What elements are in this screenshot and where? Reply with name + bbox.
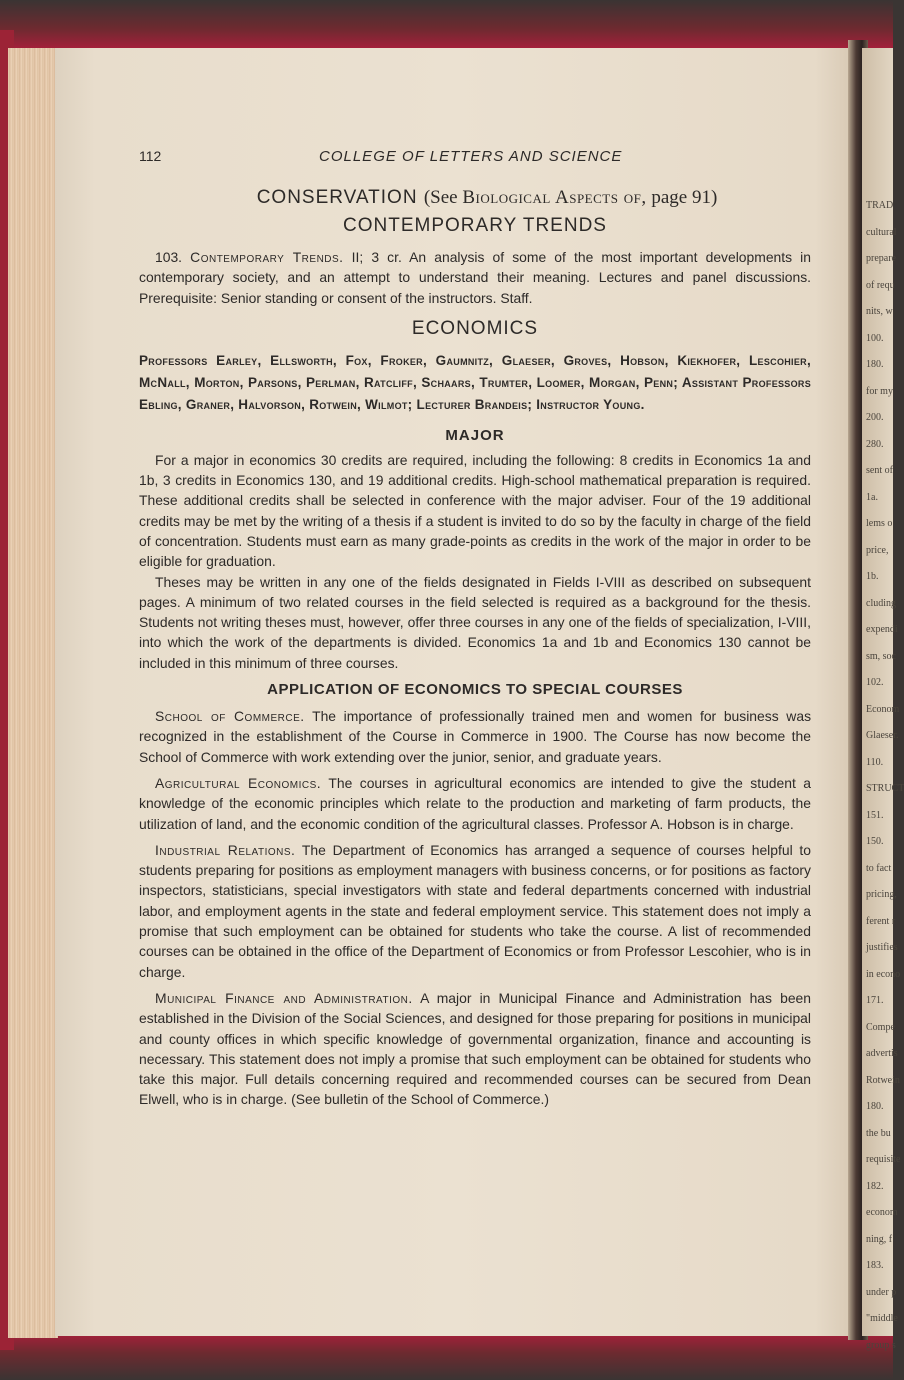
facing-page-edge — [862, 48, 904, 1351]
facing-page-fragment: Rotwein — [866, 1074, 900, 1086]
facing-page-fragment: in econo — [866, 968, 901, 980]
agricultural-title: Agricultural Economics. — [155, 774, 322, 791]
facing-page-fragment: the bu — [866, 1127, 891, 1139]
cross-ref-page: page 91) — [651, 187, 718, 208]
facing-page-fragment: cluding — [866, 597, 896, 609]
industrial-body: The Department of Economics has arranged a sequence of courses helpful to students preparing for positions as employment managers with business concerns, or for positions as factory inspectors, statisticians, special investigators with state and federal departments concerned with industrial labor, and employment agents in the state and federal employment service. This statement does not imply a promise that such employment can be obtained for students who take the course. A list of recommended courses can be obtained in the office of the Department of Economics or from Professor Lescohier, who is in charge. — [139, 841, 812, 980]
commerce-body: The importance of professionally trained men and women for business was recognized in the establishment of the Course in Commerce in 1900. The Course has now become the School of Commerce with work extending over the junior, senior, and graduate years. — [139, 708, 812, 765]
facing-page-fragment: 110. — [866, 756, 884, 768]
facing-page-fragment: STRUCT — [866, 783, 904, 794]
facing-page-fragment: 151. — [866, 809, 884, 821]
facing-page-fragment: 180. — [866, 1101, 884, 1112]
application-heading: APPLICATION OF ECONOMICS TO SPECIAL COURSES — [267, 681, 683, 699]
conservation-title: CONSERVATION — [256, 187, 418, 208]
major-paragraph-2: Theses may be written in any one of the fields designated in Fields I-VIII as described on subsequent pages. A minimum of two related courses in the field selected is required as a background for the thesis. Students not writing theses must, however, offer three courses in any one of the fields of specialization, I-VIII, into which the work of the departments is divided. Economics 1a and 1b and Economics 130 cannot be included in this minimum of three courses. — [139, 573, 811, 671]
facing-page-fragment: "middle — [866, 1313, 898, 1324]
municipal-paragraph — [139, 988, 811, 1110]
industrial-paragraph — [139, 840, 811, 982]
course-number: 103. — [155, 249, 183, 265]
facing-page-fragment: 180. — [866, 359, 884, 370]
facing-page-fragment: 150. — [866, 836, 884, 847]
facing-page-fragment: justifies — [866, 942, 898, 953]
facing-page-fragment: of requ — [866, 279, 895, 291]
municipal-body: A major in Municipal Finance and Administration has been established in the Division of the Social Sciences, and designed for those preparing for positions in municipal and county offices in which specific knowledge of governmental organization, finance and accounting is necessary. This statement does not imply a promise that such employment can be obtained for students who take this major. Full details concerning required and recommended courses can be secured from Dean Elwell, who is in charge. (See bulletin of the School of Commerce.) — [139, 989, 812, 1108]
major-heading: MAJOR — [445, 426, 505, 444]
facing-page-fragment: 200. — [866, 412, 884, 423]
contemporary-heading: CONTEMPORARY TRENDS — [343, 215, 607, 236]
commerce-title: School of Commerce. — [155, 708, 305, 725]
facing-page-fragment: sm, soc — [866, 650, 896, 662]
facing-page-fragment: price, — [866, 544, 889, 556]
conservation-cross-ref — [424, 187, 717, 208]
facing-page-fragment: Econom — [866, 703, 900, 715]
page-number: 112 — [139, 148, 162, 164]
course-description: II; 3 cr. An analysis of some of the most important developments in contemporary society, and an attempt to understand their meaning. Lectures and panel discussions. Prerequisite: Senior standing or consent of the instructors. Staff. — [139, 249, 811, 306]
facing-page-fragment: pricing, — [866, 889, 897, 900]
facing-page-fragment: prepare — [866, 253, 896, 264]
facing-page-fragment: to fact — [866, 862, 892, 874]
facing-page-fragment: 182. — [866, 1180, 884, 1192]
facing-page-fragment: sent of — [866, 465, 893, 476]
facing-page-fragment: Glaeser. — [866, 730, 899, 741]
facing-page-fragment: ning, f — [866, 1233, 893, 1245]
facing-page-fragment: 171. — [866, 995, 884, 1006]
facing-page-fragment: TRAD — [866, 200, 894, 211]
facing-page-fragment: Compe — [866, 1021, 895, 1033]
facing-page-fragment: 280. — [866, 438, 884, 450]
page-content — [139, 148, 811, 1110]
major-paragraph-1: For a major in economics 30 credits are required, including the following: 8 credits in Economics 1a and 1b, 3 credits in Economics 130, and 19 additional credits. High-school mathematical preparation is required. These additional credits shall be selected in conference with the major adviser. Four of the 19 additional credits may be met by the writing of a thesis if a student is invited to do so by the faculty in charge of the field of concentration. Students must earn as many grade-points as credits in the work of the major in order to be eligible for graduation. — [139, 451, 811, 570]
facing-page-fragment: 1a. — [866, 491, 878, 503]
municipal-title: Municipal Finance and Administration. — [155, 989, 413, 1006]
faculty-list: Professors Earley, Ellsworth, Fox, Froker, Gaumnitz, Glaeser, Groves, Hobson, Kiekhofer, Lescohier, McNall, Morton, Parsons, Perlman, Ratcliff, Schaars, Trumter, Loomer, Morgan, Penn; Assistant Professors Ebling, Graner, Halvorson, Rotwein, Wilmot; Lecturer Brandeis; Instructor Young. — [139, 352, 811, 413]
facing-page-fragment: under p — [866, 1286, 897, 1298]
commerce-paragraph — [139, 706, 811, 767]
facing-page-fragment: 100. — [866, 332, 884, 344]
facing-page-fragment: 183. — [866, 1260, 884, 1271]
facing-page-fragment: 1b. — [866, 571, 879, 582]
cross-ref-title: Biological Aspects of, — [462, 187, 647, 208]
agricultural-paragraph — [139, 773, 811, 834]
facing-page-fragment: ferent r — [866, 915, 896, 927]
conservation-heading — [163, 187, 811, 209]
industrial-title: Industrial Relations. — [155, 841, 296, 858]
facing-page-fragment: econom — [866, 1207, 898, 1218]
facing-page-fragment: nits, w — [866, 306, 893, 317]
agricultural-body: The courses in agricultural economics are intended to give the student a knowledge of the economic principles which relate to the production and marketing of farm products, the utilization of land, and the economic condition of the agricultural classes. Professor A. Hobson is in charge. — [139, 774, 812, 832]
facing-page-fragment: for my — [866, 385, 893, 397]
facing-page-fragment: cultural — [866, 226, 897, 238]
facing-page-fragment: 102. — [866, 677, 884, 688]
facing-page-fragment: expendi — [866, 624, 898, 635]
course-103 — [139, 247, 811, 308]
running-title: COLLEGE OF LETTERS AND SCIENCE — [319, 148, 623, 165]
course-title: Contemporary Trends. — [190, 249, 344, 265]
book-cover-bottom — [0, 1334, 893, 1380]
facing-page-fragment: group s — [866, 1339, 896, 1351]
economics-heading: ECONOMICS — [411, 317, 539, 339]
cross-ref-prefix: (See — [423, 187, 458, 208]
facing-page-fragment: advertis — [866, 1048, 898, 1059]
facing-page-fragment: requisite — [866, 1154, 901, 1165]
book-cover-top — [0, 0, 893, 48]
page-stack-edge — [8, 48, 58, 1338]
running-head — [139, 148, 811, 165]
facing-page-fragment: lems o — [866, 518, 893, 529]
